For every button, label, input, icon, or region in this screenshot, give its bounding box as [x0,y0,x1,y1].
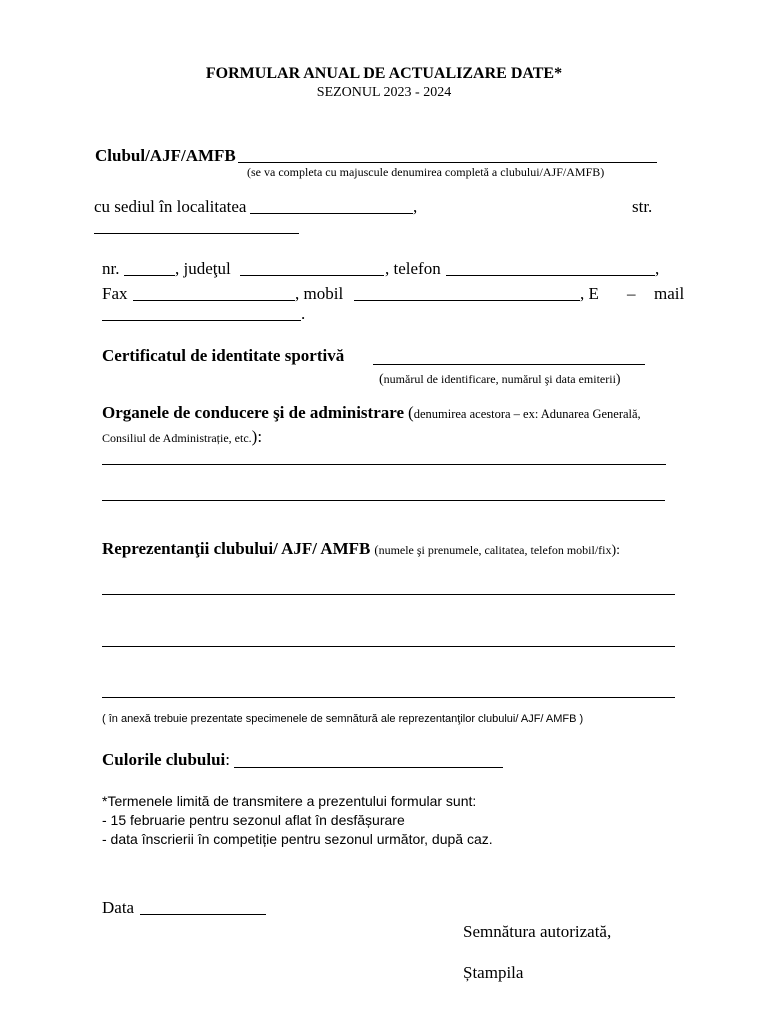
certificate-hint-close: ) [615,372,621,387]
email-label-e: , E [580,284,599,303]
club-name-field[interactable] [238,162,657,163]
colors-row [102,750,230,770]
governance-label: Organele de conducere şi de administrare [102,403,405,422]
county-field[interactable] [240,275,384,276]
form-title: FORMULAR ANUAL DE ACTUALIZARE DATE* [205,65,563,82]
email-period: . [301,304,306,323]
phone-field[interactable] [446,275,655,276]
phone-comma: , [655,259,660,278]
representatives-close: ): [611,543,621,558]
representative-field-2[interactable] [102,646,675,647]
stamp-label: Ștampila [463,963,524,982]
colors-label: Culorile clubului [102,750,226,769]
deadlines-line-2: - 15 februarie pentru sezonul aflat în desfășurare [102,812,405,828]
certificate-hint-text: numărul de identificare, numărul şi data emiterii [383,372,616,386]
representative-field-3[interactable] [102,697,675,698]
representatives-hint: numele şi prenumele, calitatea, telefon mobil/fix [378,543,612,557]
certificate-label: Certificatul de identitate sportivă [102,346,345,365]
deadlines-line-1: *Termenele limită de transmitere a prezentului formular sunt: [102,793,477,809]
county-label: , judeţul [175,259,231,278]
certificate-hint-open: ( [379,372,384,387]
governance-hint-row2 [102,427,262,447]
date-label: Data [102,898,135,917]
season-subtitle: SEZONUL 2023 - 2024 [316,85,452,100]
club-hint: (se va completa cu majuscule denumirea completă a clubului/AJF/AMFB) [247,165,605,179]
nr-field[interactable] [124,275,175,276]
email-label-dash: – [627,284,636,303]
governance-hint-line1: denumirea acestora – ex: Adunarea Generală, [413,407,641,421]
locality-field[interactable] [250,213,413,214]
email-field[interactable] [102,320,301,321]
email-label-mail: mail [654,284,685,303]
signature-label: Semnătura autorizată, [463,922,612,941]
locality-label: cu sediul în localitatea [94,197,247,216]
governance-field-2[interactable] [102,500,665,501]
club-label: Clubul/AJF/AMFB [95,146,236,165]
representatives-heading [102,539,620,559]
street-field[interactable] [94,233,299,234]
annex-note: ( în anexă trebuie prezentate specimenele de semnătură ale reprezentanţilor clubului/ AJF/ AMFB ) [102,713,584,725]
colors-colon: : [225,750,231,769]
fax-field[interactable] [133,300,295,301]
governance-close: ): [251,427,263,446]
representatives-label: Reprezentanţii clubului/ AJF/ AMFB [102,539,371,558]
colors-field[interactable] [234,767,503,768]
fax-label: Fax [102,284,128,303]
deadlines-line-3: - data înscrierii în competiție pentru sezonul următor, după caz. [102,831,493,847]
governance-field-1[interactable] [102,464,666,465]
governance-paren-open: ( [408,403,414,422]
phone-label: , telefon [385,259,441,278]
certificate-field[interactable] [373,364,645,365]
street-label: str. [632,197,653,216]
nr-label: nr. [102,259,120,278]
governance-heading [102,403,641,423]
mobile-field[interactable] [354,300,580,301]
date-field[interactable] [140,914,266,915]
representative-field-1[interactable] [102,594,675,595]
locality-comma: , [413,197,418,216]
mobile-label: , mobil [295,284,344,303]
governance-hint-line2: Consiliul de Administrație, etc. [102,431,252,445]
representatives-paren-open: ( [374,543,379,557]
certificate-hint [379,370,621,388]
